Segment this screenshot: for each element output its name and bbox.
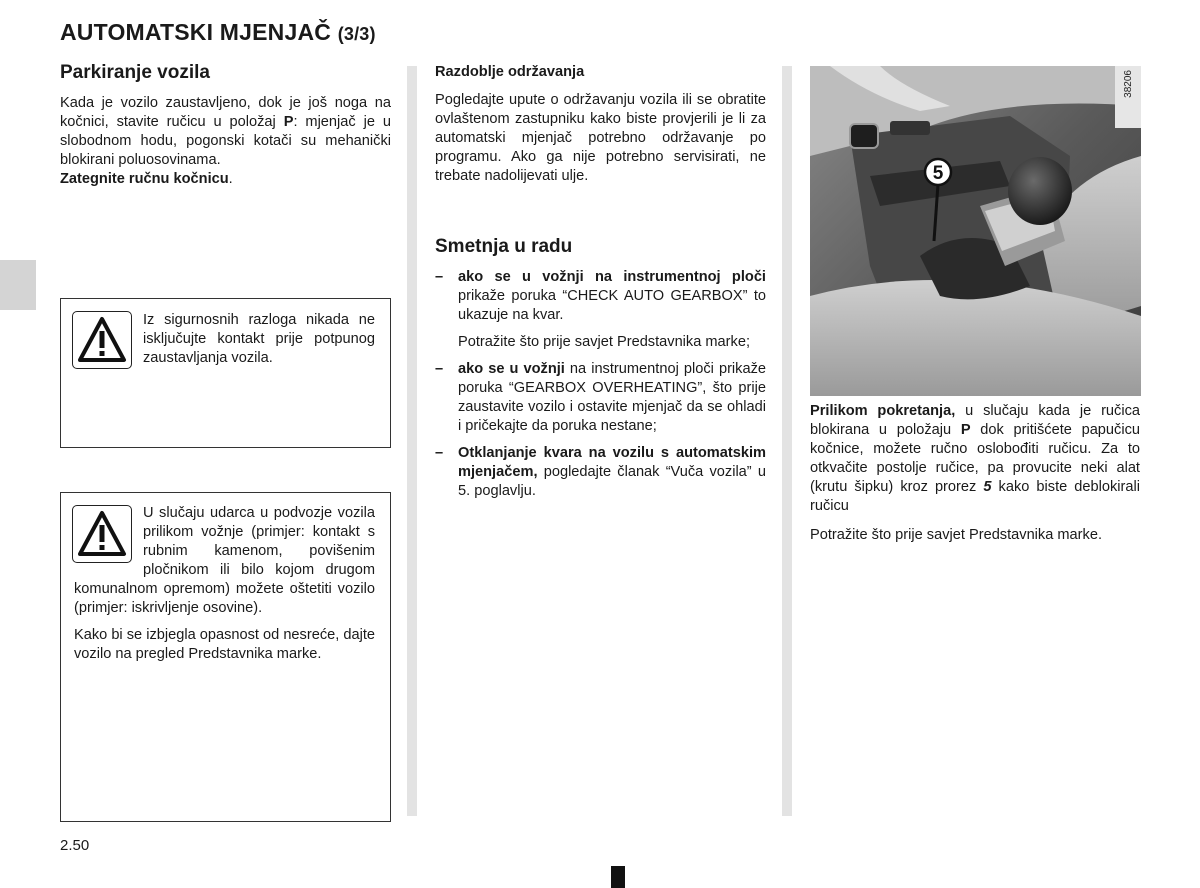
startup-text-3: kako biste deblokirali ručicu — [810, 479, 1141, 514]
page-title-text: AUTOMATSKI MJENJAČ — [60, 19, 332, 45]
list-item — [435, 360, 766, 436]
list-dash: – — [435, 361, 444, 377]
startup-text — [810, 402, 1140, 516]
list-item-extra: Potražite što prije savjet Predstavnika marke; — [458, 334, 750, 350]
page-title — [60, 19, 376, 46]
parking-text-a: Kada je vozilo zaustavljeno, dok je još noga na kočnici, stavite ručicu u položaj — [60, 95, 391, 130]
maintenance-heading: Razdoblje održavanja — [435, 64, 585, 80]
warning-2-text-b: Kako bi se izbjegla opasnost od nesreće, dajte vozilo na pregled Predstavnika marke. — [74, 627, 375, 662]
startup-bold-5: 5 — [983, 479, 992, 495]
list-item-text: na instrumentnoj ploči prikaže poruka “GEARBOX OVERHEATING”, što prije zaustavite vozilo i ostavite mjenjač da se ohladi i pričekajte da poruka nestane; — [458, 361, 766, 434]
photo-code: 38206 — [1123, 70, 1134, 98]
list-item — [435, 268, 766, 352]
callout-5-label: 5 — [932, 163, 944, 184]
gear-lever-photo — [810, 66, 1141, 396]
maintenance-text: Pogledajte upute o održavanju vozila ili se obratite ovlaštenom zastupniku kako biste provjerili je li za automatski mjenjač potrebno održavanje po programu. Ako ga nije potrebno servisirati, ne trebate nadolijevati ulje. — [435, 92, 766, 184]
startup-advice: Potražite što prije savjet Predstavnika marke. — [810, 527, 1102, 543]
parking-text-end: . — [228, 171, 233, 187]
list-item — [435, 444, 766, 501]
parking-handbrake: Zategnite ručnu kočnicu — [60, 171, 229, 187]
parking-heading: Parkiranje vozila — [60, 62, 210, 83]
parking-text-p: P — [283, 114, 294, 130]
list-item-text: pogledajte članak “Vuča vozila” u 5. poglavlju. — [458, 464, 766, 499]
chapter-tab — [0, 260, 36, 310]
parking-text — [60, 94, 391, 189]
warning-1-text: Iz sigurnosnih razloga nikada ne isključujte kontakt prije potpunog zaustavljanja vozila. — [143, 312, 375, 366]
startup-bold-p: P — [960, 422, 971, 438]
warning-2-text — [74, 504, 375, 664]
parking-text-b: : mjenjač je u slobodnom hodu, pogonski kotači su mehanički blokirani poluosovinama. — [60, 114, 391, 168]
warning-triangle-icon — [72, 311, 132, 369]
warning-box-2 — [60, 492, 391, 822]
column-divider — [782, 66, 792, 816]
list-dash: – — [435, 445, 444, 461]
page-number: 2.50 — [60, 837, 90, 854]
malfunction-list — [435, 268, 766, 501]
column-divider — [407, 66, 417, 816]
warning-2-text-a: U slučaju udarca u podvozje vozila prilikom vožnje (primjer: kontakt s rubnim kamenom, povišenim pločnikom ili bilo kojom drugom komunalnom opremom) možete oštetiti vozilo (primjer: iskrivljenje osovine). — [74, 505, 375, 616]
list-dash: – — [435, 269, 444, 285]
page-marker — [611, 866, 625, 888]
startup-text-2: dok pritišćete papučicu kočnice, možete ručno oslobođiti ručicu. Za to otkvačite postolje ručice, pa provucite neki alat (krutu šipku) kroz prorez — [810, 422, 1140, 495]
list-item-bold: ako se u vožnji na instrumentnoj ploči — [458, 269, 766, 285]
malfunction-heading: Smetnja u radu — [435, 236, 573, 257]
list-item-bold: Otklanjanje kvara na vozilu s automatskim mjenjačem, — [458, 445, 766, 480]
warning-box-1 — [60, 298, 391, 448]
gear-lever-illustration — [810, 66, 1141, 396]
startup-bold: Prilikom pokretanja, — [810, 403, 956, 419]
page-part: (3/3) — [337, 24, 376, 44]
list-item-text: prikaže poruka “CHECK AUTO GEARBOX” to ukazuje na kvar. — [458, 288, 766, 323]
list-item-bold: ako se u vožnji — [458, 361, 565, 377]
startup-text-1: u slučaju kada je ručica blokirana u položaju — [810, 403, 1141, 438]
